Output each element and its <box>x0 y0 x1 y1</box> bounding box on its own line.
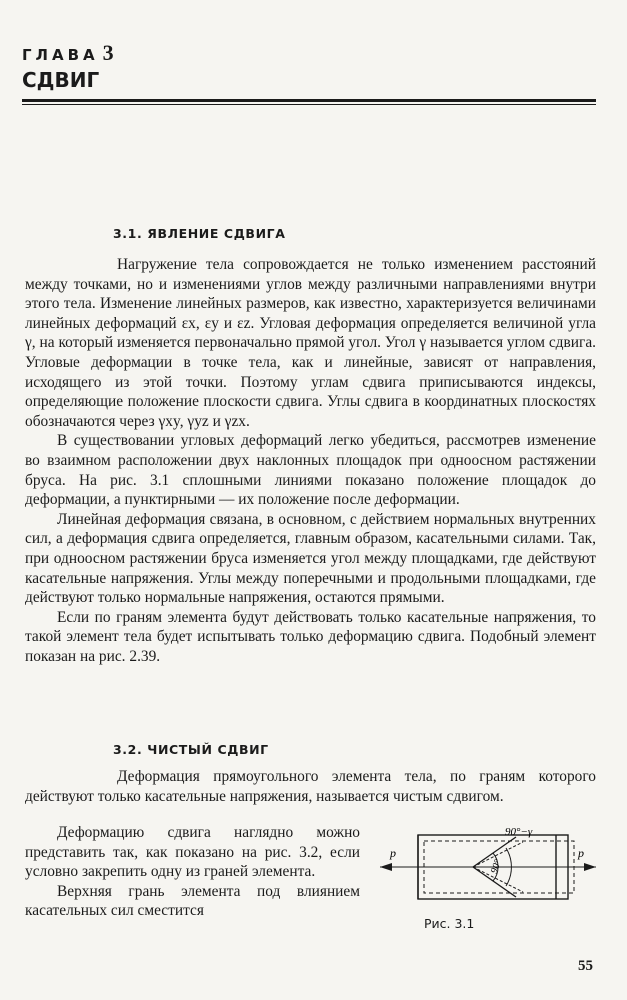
figure-caption: Рис. 3.1 <box>424 916 475 931</box>
force-arrow-left <box>380 863 392 871</box>
chapter-word: ГЛАВА <box>22 46 99 64</box>
figure-3-1 <box>378 815 598 935</box>
paragraph: Если по граням элемента будут действовать только касательные напряжения, то такой элемент тела будет испытывать только деформацию сдвига. Подобный элемент показан на рис. 2.39. <box>25 608 596 665</box>
chapter-label <box>22 40 114 66</box>
section-3-1-body <box>25 255 596 666</box>
force-label-right: p <box>578 846 584 860</box>
section-heading-3-1: 3.1. ЯВЛЕНИЕ СДВИГА <box>113 226 286 241</box>
section-heading-3-2: 3.2. ЧИСТЫЙ СДВИГ <box>113 742 269 757</box>
paragraph: В существовании угловых деформаций легко убедиться, рассмотрев изменение во взаимном расположении двух наклонных площадок при одноосном растяжении бруса. На рис. 3.1 сплошными линиями показано положение площадок до деформации, а пунктирными — их положение после деформации. <box>25 432 596 509</box>
chapter-title: СДВИГ <box>22 68 100 92</box>
paragraph: Нагружение тела сопровождается не только изменением расстояний между точками, но и изменениями углов между различными направлениями внутри этого тела. Изменение линейных размеров, как известно, характеризуется величинами линейных деформаций εx, εy и εz. Угловая деформация определяется величиной угла γ, на который изменяется первоначально прямой угол. Угол γ называется углом сдвига. Угловые деформации в точке тела, как и линейные, зависят от направления, исходящего из этой точки. Поэтому углам сдвига приписываются индексы, определяющие положение плоскости сдвига. Углы сдвига в координатных плоскостях обозначаются через γxy, γyz и γzx. <box>25 256 596 430</box>
force-label-left: p <box>390 846 396 860</box>
page-number: 55 <box>578 958 593 974</box>
paragraph: Деформация прямоугольного элемента тела, по граням которого действуют только касательные напряжения, называется чистым сдвигом. <box>25 768 596 805</box>
section-3-2-intro <box>25 767 596 806</box>
paragraph: Деформацию сдвига наглядно можно представить так, как показано на рис. 3.2, если условно закрепить одну из граней элемента. <box>25 824 360 881</box>
chapter-number: 3 <box>102 40 114 65</box>
angle-label-right: 90° <box>488 858 504 876</box>
section-3-2-body <box>25 823 360 921</box>
paragraph: Верхняя грань элемента под влиянием касательных сил сместится <box>25 882 360 920</box>
chapter-rule <box>22 99 596 102</box>
paragraph: Линейная деформация связана, в основном, с действием нормальных внутренних сил, а деформация сдвига определяется, главным образом, касательными силами. Так, при одноосном растяжении бруса изменяется угол между площадками, где действуют касательные напряжения. Углы между поперечными и продольными площадками, где действуют только нормальные напряжения, остаются прямыми. <box>25 510 596 607</box>
force-arrow-right <box>584 863 596 871</box>
angle-label-changed: 90°−γ <box>505 826 533 838</box>
chapter-rule-thin <box>22 104 596 105</box>
